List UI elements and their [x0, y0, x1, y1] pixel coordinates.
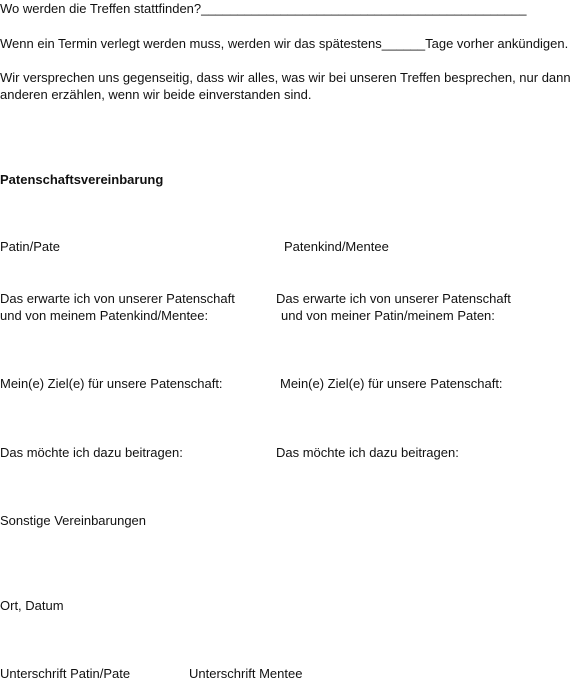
right-goals-label: Mein(e) Ziel(e) für unsere Patenschaft:: [280, 376, 503, 391]
left-expectation-line-2: und von meinem Patenkind/Mentee:: [0, 308, 209, 323]
right-contribution-label: Das möchte ich dazu beitragen:: [276, 445, 459, 460]
left-contribution-label: Das möchte ich dazu beitragen:: [0, 445, 183, 460]
signature-mentee-label: Unterschrift Mentee: [189, 666, 303, 681]
left-label-patin: Patin/Pate: [0, 239, 60, 254]
right-expectation-line-1: Das erwarte ich von unserer Patenschaft: [276, 291, 511, 306]
section-heading: Patenschaftsvereinbarung: [0, 172, 164, 187]
other-agreements-label: Sonstige Vereinbarungen: [0, 513, 147, 528]
right-label-patenkind: Patenkind/Mentee: [284, 239, 389, 254]
left-goals-label: Mein(e) Ziel(e) für unsere Patenschaft:: [0, 376, 223, 391]
rescheduling-notice: Wenn ein Termin verlegt werden muss, werden wir das spätestens______Tage vorher ankündigen.: [0, 36, 569, 51]
confidentiality-line-2: anderen erzählen, wenn wir beide einverstanden sind.: [0, 87, 312, 102]
confidentiality-line-1: Wir versprechen uns gegenseitig, dass wir alles, was wir bei unseren Treffen besprechen, nur dann: [0, 70, 571, 85]
right-expectation-line-2: und von meiner Patin/meinem Paten:: [281, 308, 495, 323]
signature-patin-label: Unterschrift Patin/Pate: [0, 666, 131, 681]
place-date-label: Ort, Datum: [0, 598, 64, 613]
left-expectation-line-1: Das erwarte ich von unserer Patenschaft: [0, 291, 235, 306]
meeting-place-line: Wo werden die Treffen stattfinden?_____________________________________________: [0, 1, 527, 16]
